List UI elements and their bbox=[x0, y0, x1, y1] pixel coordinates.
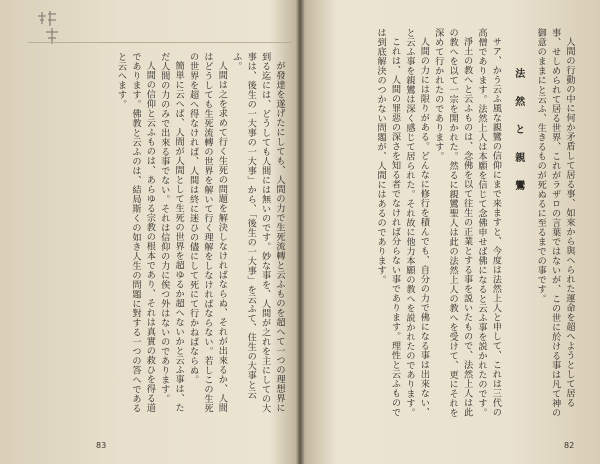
right-paragraph-2: サア、かう云ふ風な親鸞の信仰にまで来ますと、今度は法然上人と申して、これは三代の高僧であります。法然上人は本願を信じて念佛申せば佛になると云ふ事を説かれたのです。 bbox=[475, 28, 502, 418]
right-paragraph-4: 人間の力には限りがある。どんなに修行を積んでも、自分の力で佛になる事は出來ない、と云ふ事を親鸞は深く感じて居られた。それ故に他力本願の教へを説かれたのであります。 bbox=[403, 28, 430, 418]
left-paragraph-1: が發達を遂げたにしても、人間の力で生死流轉と云ふものを超へて一つの理想界に到る迄には、どうしても人間には無いのです。妙な事を、人間が之れを主にしての大事は、後生の一大事の一大事」から、「後生の一大事」を云ふて、住生の大事と云ふ。 bbox=[230, 52, 285, 413]
left-page bbox=[0, 0, 298, 464]
right-text-column bbox=[316, 28, 576, 418]
section-heading: 法 然 と 親 鸞 bbox=[512, 68, 524, 194]
left-paragraph-4: 人間の信仰と云ふものは、あらゆる宗教の根本であり、それは真實の救ひを得る道であります。佛教と云ふのは、結局斯くの如き人生の問題に對する一つの答へであると云へます。 bbox=[115, 52, 156, 413]
page-number: 82 bbox=[564, 441, 575, 450]
left-text-column bbox=[34, 52, 286, 417]
left-paragraph-2: 人間は之を求めて行く生死の問題を解決しなければならぬ、それが出來るか、人間はどうしても生死流轉の世界を解いて行く理解をしなければならない。若しこの生死の世界を超へ得なければ、人間は終に迷ひの儘にして死にて行かねばならぬ。 bbox=[187, 52, 228, 413]
page-number: 83 bbox=[96, 441, 107, 450]
right-paragraph-1: 人間の行動の中に何か矛盾して居る事、如來から與へられた運命を超へようとして居る事、せしめられて居る世界、これがラザロの言葉ではないが、この世に於ける事は凡て神の御意のままにと云ふ、生きるものが死ぬるに至るまでの事です。 bbox=[535, 28, 575, 418]
right-page bbox=[302, 0, 600, 464]
right-paragraph-5: これは、人間の罪惡の深さを知る者でなければ分らない事であります。理性と云ふものでは到底解決のつかない問題が、人間にはあるのであります。 bbox=[375, 28, 401, 418]
page-rule bbox=[28, 42, 292, 43]
left-paragraph-3: 簡単に云へば、人間が人間として生死の世界を超ゆるか超へないかと云ふ事は、ただ人間の力のみで出來る事でない。それは信仰の力に俟つ外はないのであります。 bbox=[158, 52, 185, 413]
right-paragraph-3: 淨土の教へと云ふものは、念佛を以て往生の正業とする事を説いたもので、法然上人は此の教へを以て一宗を開かれた。然るに親鸞聖人は此の法然上人の教へを受けて、更にそれを深めて行かれたのであります。 bbox=[432, 28, 473, 418]
